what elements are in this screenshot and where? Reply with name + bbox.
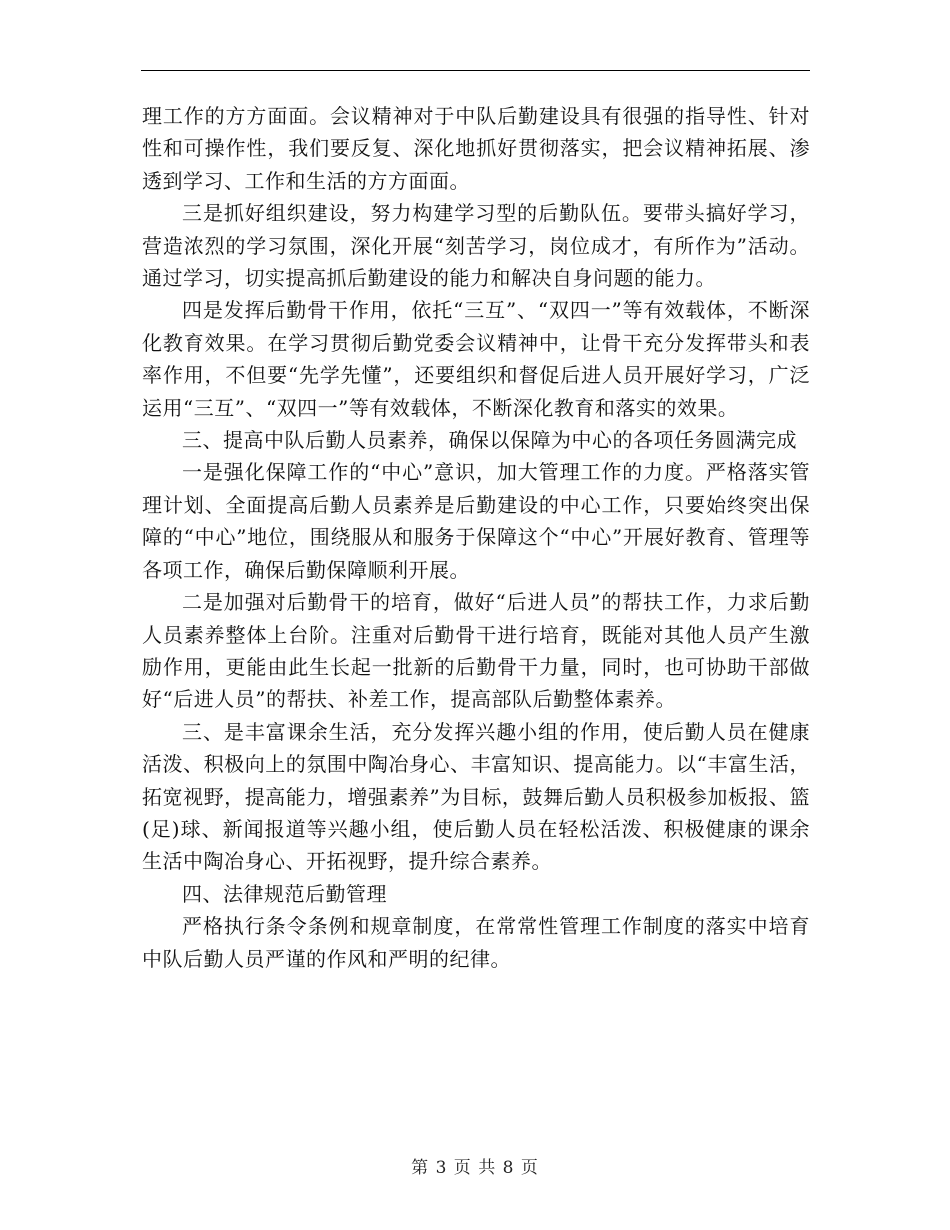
paragraph-backbone-role: 四是发挥后勤骨干作用，依托“三互”、“双四一”等有效载体，不断深化教育效果。在学习贯彻后勤党委会议精神中，让骨干充分发挥带头和表率作用，不但要“先学先懂”，还要组织和督促后进人员开展好学习，广泛运用“三互”、“双四一”等有效载体，不断深化教育和落实的效果。: [142, 298, 810, 420]
page-footer: [0, 1153, 950, 1178]
paragraph-regulations: 严格执行条令条例和规章制度，在常常性管理工作制度的落实中培育中队后勤人员严谨的作风和严明的纪律。: [142, 914, 810, 971]
footer-prefix: 第: [411, 1158, 430, 1178]
document-body: [142, 100, 810, 975]
paragraph-organization-building: 三是抓好组织建设，努力构建学习型的后勤队伍。要带头搞好学习，营造浓烈的学习氛围，深化开展“刻苦学习，岗位成才，有所作为”活动。通过学习，切实提高抓后勤建设的能力和解决自身问题的能力。: [142, 201, 810, 291]
footer-middle: 页 共: [453, 1158, 497, 1178]
total-pages-number: 8: [502, 1158, 515, 1178]
current-page-number: 3: [435, 1158, 448, 1178]
paragraph-continued: 理工作的方方面面。会议精神对于中队后勤建设具有很强的指导性、针对性和可操作性，我们要反复、深化地抓好贯彻落实，把会议精神拓展、渗透到学习、工作和生活的方方面面。: [142, 104, 810, 193]
paragraph-extracurricular: 三、是丰富课余生活，充分发挥兴趣小组的作用，使后勤人员在健康活泼、积极向上的氛围中陶冶身心、丰富知识、提高能力。以“丰富生活，拓宽视野，提高能力，增强素养”为目标，鼓舞后勤人员积极参加板报、篮(足)球、新闻报道等兴趣小组，使后勤人员在轻松活泼、积极健康的课余生活中陶冶身心、开拓视野，提升综合素养。: [142, 719, 810, 874]
footer-suffix: 页: [520, 1158, 539, 1178]
section-heading-4: 四、法律规范后勤管理: [182, 881, 387, 906]
paragraph-center-awareness: 一是强化保障工作的“中心”意识，加大管理工作的力度。严格落实管理计划、全面提高后勤人员素养是后勤建设的中心工作，只要始终突出保障的“中心”地位，围绕服从和服务于保障这个“中心”开展好教育、管理等各项工作，确保后勤保障顺利开展。: [142, 460, 810, 582]
section-heading-3: 三、提高中队后勤人员素养，确保以保障为中心的各项任务圆满完成: [182, 428, 797, 453]
paragraph-backbone-training: 二是加强对后勤骨干的培育，做好“后进人员”的帮扶工作，力求后勤人员素养整体上台阶。注重对后勤骨干进行培育，既能对其他人员产生激励作用，更能由此生长起一批新的后勤骨干力量，同时，也可协助干部做好“后进人员”的帮扶、补差工作，提高部队后勤整体素养。: [142, 590, 810, 712]
header-rule: [141, 70, 810, 71]
